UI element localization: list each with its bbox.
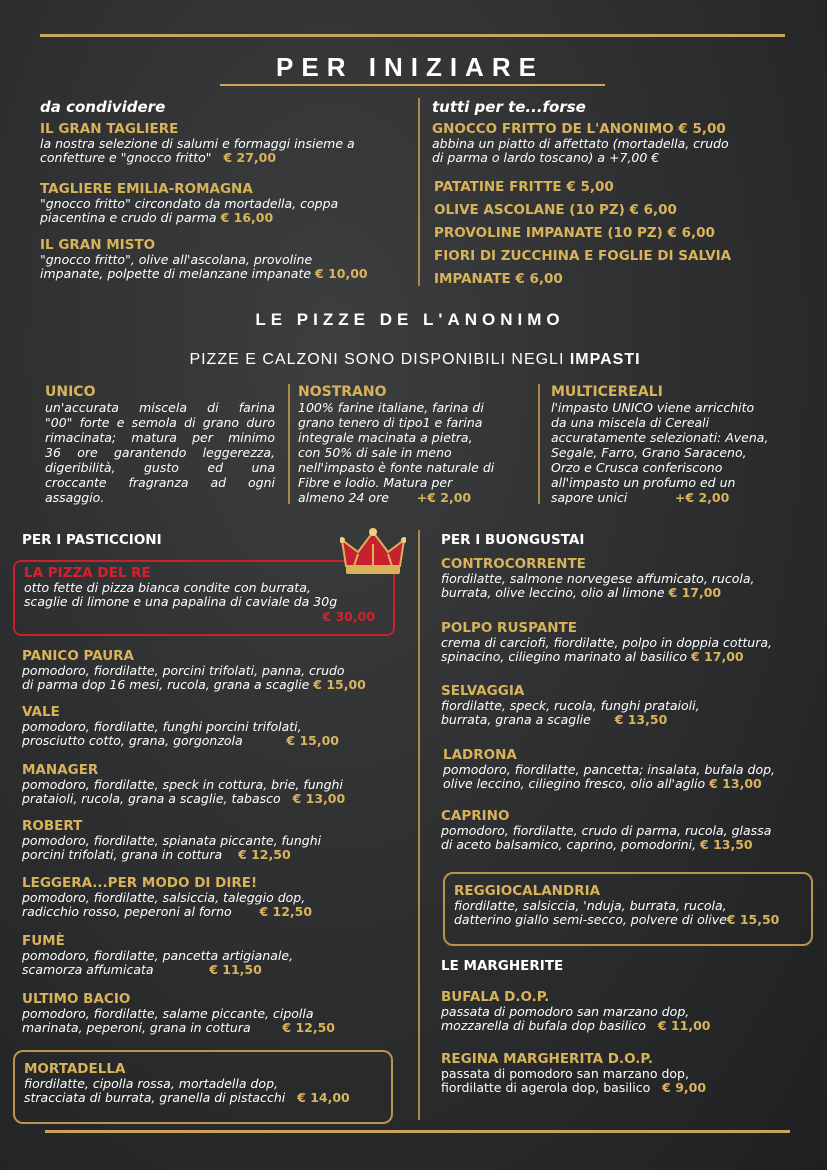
impasto-name: UNICO xyxy=(45,384,96,400)
item-name: CAPRINO xyxy=(441,808,510,824)
impasto-line: Segale, Farro, Grano Saraceno, xyxy=(551,445,747,460)
starter-item xyxy=(40,182,410,225)
impasto-line: 36 ore garantendo leggerezza, xyxy=(45,445,275,460)
item-desc: pomodoro, fiordilatte, pancetta artigianale, xyxy=(22,948,294,963)
item-desc: fiordilatte, salmone norvegese affumicato, rucola, xyxy=(441,571,755,586)
pizza-item xyxy=(24,1062,389,1105)
pizza-item xyxy=(443,748,827,791)
item-desc: passata di pomodoro san marzano dop, xyxy=(441,1004,690,1019)
item-name: LA PIZZA DEL RE xyxy=(24,565,151,581)
share-subtitle: da condividere xyxy=(40,98,166,116)
item-name: LEGGERA...PER MODO DI DIRE! xyxy=(22,875,258,891)
item-desc: prataioli, rucola, grana a scaglie, tabasco xyxy=(22,791,281,806)
header-underline xyxy=(220,84,605,86)
pizze-title: LE PIZZE DE L'ANONIMO xyxy=(255,310,565,329)
item-desc: di parma dop 16 mesi, rucola, grana a scaglie xyxy=(22,677,310,692)
impasto-line: nell'impasto è fonte naturale di xyxy=(298,460,495,475)
item-name: PANICO PAURA xyxy=(22,648,135,664)
item-desc: fiordilatte di agerola dop, basilico xyxy=(441,1080,651,1095)
item-desc: pomodoro, fiordilatte, salsiccia, taleggio dop, xyxy=(22,890,306,905)
item-name: IL GRAN MISTO xyxy=(40,237,156,253)
impasto-line: croccante fragranza ad ogni xyxy=(45,475,275,490)
item-desc: radicchio rosso, peperoni al forno xyxy=(22,904,232,919)
item-name: IL GRAN TAGLIERE xyxy=(40,121,179,137)
item-price: € 12,50 xyxy=(238,847,291,862)
item-price: € 17,00 xyxy=(668,585,722,600)
item-desc: pomodoro, fiordilatte, speck in cottura, brie, funghi xyxy=(22,777,343,792)
item-price: € 13,50 xyxy=(700,837,753,852)
special-item xyxy=(24,566,389,624)
item-desc: crema di carciofi, fiordilatte, polpo in doppia cottura, xyxy=(441,635,772,650)
item-price: € 13,00 xyxy=(292,791,346,806)
item-price: € 30,00 xyxy=(322,609,375,624)
starter-item xyxy=(40,238,415,281)
item-desc: confetture e "gnocco fritto" xyxy=(40,150,212,165)
item-name: MANAGER xyxy=(22,762,99,778)
pizza-item xyxy=(22,876,417,919)
item-price: € 9,00 xyxy=(662,1080,707,1095)
item-desc: burrata, grana a scaglie xyxy=(441,712,591,727)
pizza-item xyxy=(22,819,417,862)
pizza-item xyxy=(441,557,826,600)
page-title: PER INIZIARE xyxy=(276,52,544,82)
item-desc: marinata, peperoni, grana in cottura xyxy=(22,1020,251,1035)
item-desc: di aceto balsamico, caprino, pomodorini, xyxy=(441,837,697,852)
item-price: € 14,00 xyxy=(297,1090,350,1105)
impasto-line: sapore unici xyxy=(551,490,628,505)
pizza-item xyxy=(441,809,826,852)
starter-item: PATATINE FRITTE € 5,00 xyxy=(434,179,614,195)
impasto-nostrano xyxy=(298,384,528,505)
item-desc: burrata, olive leccino, olio al limone xyxy=(441,585,665,600)
item-desc: fiordilatte, salsiccia, 'nduja, burrata, rucola, xyxy=(454,898,727,913)
bottom-rule xyxy=(45,1130,790,1133)
impasto-name: MULTICEREALI xyxy=(551,384,663,400)
item-price: € 15,00 xyxy=(313,677,366,692)
item-desc: otto fette di pizza bianca condite con burrata, xyxy=(24,580,311,595)
item-name: BUFALA D.O.P. xyxy=(441,989,550,1005)
impasti-subtitle xyxy=(120,351,710,369)
item-price: € 27,00 xyxy=(223,150,277,165)
item-price: € 10,00 xyxy=(315,266,368,281)
impasto-unico xyxy=(45,384,275,505)
single-subtitle: tutti per te...forse xyxy=(432,98,586,116)
starter-item xyxy=(40,122,410,165)
item-desc: porcini trifolati, grana in cottura xyxy=(22,847,223,862)
item-name: POLPO RUSPANTE xyxy=(441,620,577,636)
item-desc: la nostra selezione di salumi e formaggi insieme a xyxy=(40,136,355,151)
pizza-item xyxy=(22,992,417,1035)
item-name: REGGIOCALANDRIA xyxy=(454,883,601,899)
starter-divider xyxy=(418,98,420,286)
item-desc: "gnocco fritto", olive all'ascolana, provoline xyxy=(40,252,313,267)
pizza-divider xyxy=(418,530,420,1120)
pizza-item xyxy=(441,990,826,1033)
starter-item xyxy=(432,122,802,165)
item-desc: spinacino, ciliegino marinato al basilico xyxy=(441,649,688,664)
item-price: € 11,00 xyxy=(657,1018,711,1033)
item-name: FUMÈ xyxy=(22,933,65,949)
pizza-item xyxy=(441,621,826,664)
starter-item: PROVOLINE IMPANATE (10 PZ) € 6,00 xyxy=(434,225,715,241)
impasto-line: accuratamente selezionati: Avena, xyxy=(551,430,769,445)
item-desc: stracciata di burrata, granella di pistacchi xyxy=(24,1090,286,1105)
item-desc: abbina un piatto di affettato (mortadella, crudo xyxy=(432,136,729,151)
pizza-item xyxy=(22,763,417,806)
item-desc: pomodoro, fiordilatte, crudo di parma, rucola, glassa xyxy=(441,823,772,838)
item-name: CONTROCORRENTE xyxy=(441,556,586,572)
impasti-divider xyxy=(288,384,290,504)
impasti-subtitle-bold: IMPASTI xyxy=(569,351,641,368)
item-name: TAGLIERE EMILIA-ROMAGNA xyxy=(40,181,253,197)
item-price: € 17,00 xyxy=(691,649,744,664)
pizza-item xyxy=(441,1052,826,1095)
starter-item: OLIVE ASCOLANE (10 PZ) € 6,00 xyxy=(434,202,677,218)
impasto-line: digeribilità, gusto ed una xyxy=(45,460,275,475)
item-price: € 15,50 xyxy=(726,912,780,927)
item-desc: scaglie di limone e una papalina di caviale da 30g xyxy=(24,594,338,609)
item-name: LADRONA xyxy=(443,747,517,763)
item-price: € 15,00 xyxy=(286,733,339,748)
item-price: € 12,50 xyxy=(282,1020,336,1035)
impasto-line: 100% farine italiane, farina di xyxy=(298,400,484,415)
impasto-line: almeno 24 ore xyxy=(298,490,389,505)
item-name: SELVAGGIA xyxy=(441,683,525,699)
impasto-line: grano tenero di tipo1 e farina xyxy=(298,415,483,430)
impasto-name: NOSTRANO xyxy=(298,384,387,400)
item-name: ULTIMO BACIO xyxy=(22,991,131,1007)
item-desc: scamorza affumicata xyxy=(22,962,154,977)
starter-item: IMPANATE € 6,00 xyxy=(434,271,563,287)
item-desc: olive leccino, ciliegino fresco, olio all'aglio xyxy=(443,776,706,791)
margherite-title: LE MARGHERITE xyxy=(441,958,564,974)
item-desc: pomodoro, fiordilatte, pancetta; insalata, bufala dop, xyxy=(443,762,776,777)
item-price: € 16,00 xyxy=(220,210,274,225)
impasto-line: Orzo e Crusca conferiscono xyxy=(551,460,723,475)
impasto-line: all'impasto un profumo ed un xyxy=(551,475,736,490)
impasti-subtitle-text: PIZZE E CALZONI SONO DISPONIBILI NEGLI xyxy=(189,351,565,368)
impasto-line: da una miscela di Cereali xyxy=(551,415,710,430)
pizza-item xyxy=(454,884,814,927)
impasto-line: assaggio. xyxy=(45,490,105,505)
impasto-line: "00" forte e semola di grano duro xyxy=(45,415,275,430)
impasto-price: +€ 2,00 xyxy=(416,490,472,505)
item-desc: datterino giallo semi-secco, polvere di olive xyxy=(454,912,727,927)
impasti-divider xyxy=(538,384,540,504)
pizza-item xyxy=(22,649,417,692)
buongustai-title: PER I BUONGUSTAI xyxy=(441,532,585,548)
item-price: € 13,00 xyxy=(709,776,762,791)
pizza-item xyxy=(441,684,826,727)
item-name: ROBERT xyxy=(22,818,83,834)
impasto-line: rimacinata; matura per minimo xyxy=(45,430,275,445)
item-desc: prosciutto cotto, grana, gorgonzola xyxy=(22,733,243,748)
item-desc: pomodoro, fiordilatte, porcini trifolati, panna, crudo xyxy=(22,663,345,678)
pizza-item xyxy=(22,934,417,977)
item-desc: mozzarella di bufala dop basilico xyxy=(441,1018,646,1033)
impasto-multicereali xyxy=(551,384,801,505)
item-price: € 11,50 xyxy=(209,962,262,977)
item-desc: piacentina e crudo di parma xyxy=(40,210,217,225)
crown-icon xyxy=(340,526,406,578)
impasto-line: un'accurata miscela di farina xyxy=(45,400,275,415)
item-name: REGINA MARGHERITA D.O.P. xyxy=(441,1051,653,1067)
item-desc: pomodoro, fiordilatte, salame piccante, cipolla xyxy=(22,1006,314,1021)
impasto-line: con 50% di sale in meno xyxy=(298,445,452,460)
item-price: € 13,50 xyxy=(614,712,668,727)
item-desc: fiordilatte, speck, rucola, funghi prataioli, xyxy=(441,698,700,713)
pizza-item xyxy=(22,705,417,748)
impasto-price: +€ 2,00 xyxy=(674,490,730,505)
impasto-line: integrale macinata a pietra, xyxy=(298,430,473,445)
impasto-line: l'impasto UNICO viene arricchito xyxy=(551,400,755,415)
top-rule xyxy=(40,34,785,37)
item-desc: "gnocco fritto" circondato da mortadella, coppa xyxy=(40,196,339,211)
item-desc: di parma o lardo toscano) a +7,00 € xyxy=(432,150,660,165)
item-name: MORTADELLA xyxy=(24,1061,126,1077)
item-desc: pomodoro, fiordilatte, spianata piccante, funghi xyxy=(22,833,322,848)
item-desc: passata di pomodoro san marzano dop, xyxy=(441,1066,689,1081)
impasto-line: Fibre e Iodio. Matura per xyxy=(298,475,453,490)
item-name: VALE xyxy=(22,704,60,720)
starter-item: FIORI DI ZUCCHINA E FOGLIE DI SALVIA xyxy=(434,248,732,264)
item-desc: pomodoro, fiordilatte, funghi porcini trifolati, xyxy=(22,719,302,734)
item-desc: impanate, polpette di melanzane impanate xyxy=(40,266,312,281)
item-price: € 12,50 xyxy=(259,904,313,919)
item-name: GNOCCO FRITTO DE L'ANONIMO € 5,00 xyxy=(432,121,726,137)
item-desc: fiordilatte, cipolla rossa, mortadella dop, xyxy=(24,1076,278,1091)
pasticcioni-title: PER I PASTICCIONI xyxy=(22,532,162,548)
